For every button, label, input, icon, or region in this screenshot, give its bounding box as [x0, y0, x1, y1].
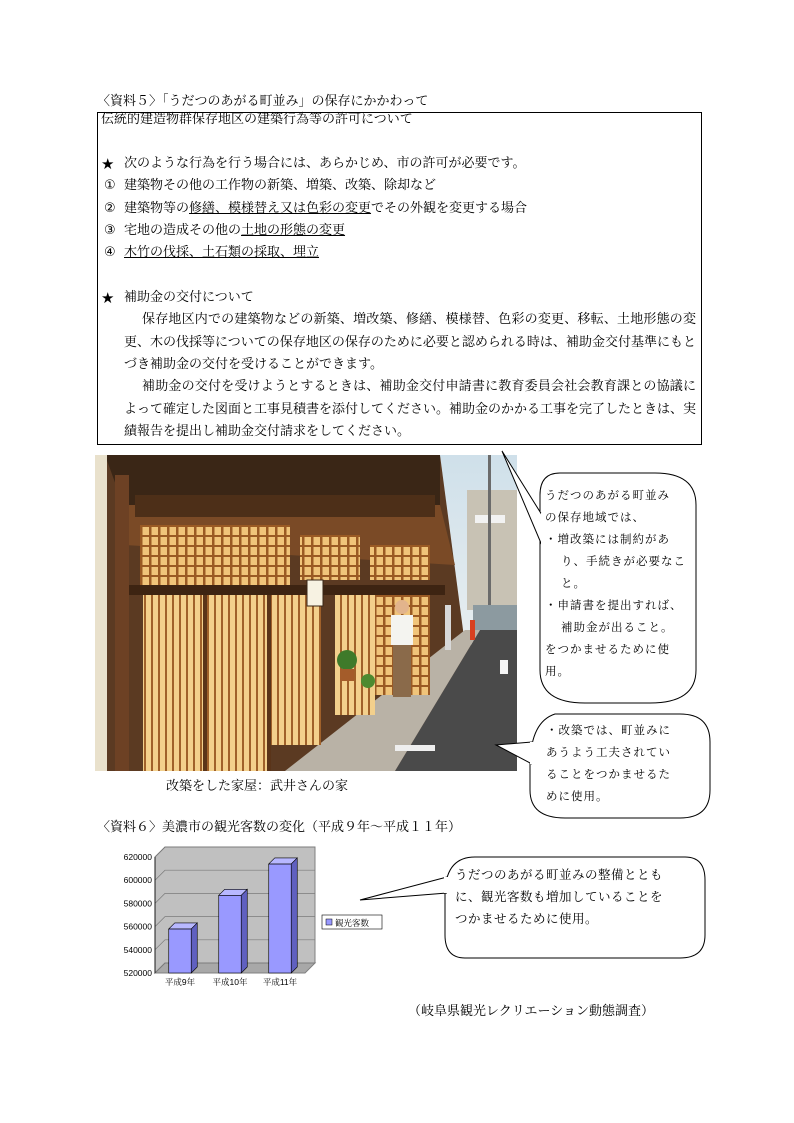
source-note: （岐阜県観光レクリエーション動態調査） [408, 1004, 654, 1019]
bubble-line: うだつのあがる町並みの整備ととも [455, 867, 664, 882]
bar [169, 929, 192, 973]
bubble-line: と。 [561, 576, 586, 590]
bubble-line: 用。 [545, 664, 570, 678]
bubble-line: をつかませるために使 [545, 642, 670, 656]
material6-title: 〈資料６〉美濃市の観光客数の変化（平成９年～平成１１年） [97, 820, 462, 835]
bubble-line: ・改築では、町並みに [546, 723, 671, 737]
photo-caption: 改築をした家屋：武井さんの家 [166, 779, 349, 794]
y-tick-label: 520000 [123, 968, 152, 978]
bubble-line: うだつのあがる町並み [545, 488, 670, 502]
bubble-line: あうよう工夫されてい [546, 745, 671, 759]
bubble-line: の保存地域では、 [545, 510, 645, 524]
permit-item [124, 222, 345, 240]
subsidy-paragraph-2: 補助金の交付を受けようとするときは、補助金交付申請書に教育委員会社会教育課との協議によって確定した図面と工事見積書を添付してください。補助金のかかる工事を完了したときは、実績報告を提出し補助金交付請求をしてください。 [124, 379, 697, 439]
x-tick-label: 平成11年 [262, 977, 298, 987]
legend-swatch [326, 919, 332, 925]
item-text: 建築物等の [124, 201, 190, 216]
star-icon: ★ [101, 155, 115, 173]
box-heading: 伝統的建造物群保存地区の建築行為等の許可について [101, 112, 413, 127]
bubble-line: めに使用。 [546, 789, 609, 803]
item-text-underlined: 修繕、模様替え又は色彩の変更 [189, 201, 372, 216]
bubble-line: に、観光客数も増加していることを [455, 889, 664, 904]
item-text: でその外観を変更する場合 [371, 201, 528, 216]
item-text: 建築物その他の工作物の新築、増築、改築、除却など [124, 178, 437, 193]
permit-lead: 次のような行為を行う場合には、あらかじめ、市の許可が必要です。 [124, 156, 526, 171]
item-number: ③ [104, 223, 116, 238]
permit-item [124, 200, 527, 218]
bar [269, 864, 292, 973]
bubble-line: り、手続きが必要なこ [561, 554, 686, 568]
item-number: ① [104, 178, 116, 193]
y-tick-label: 560000 [123, 921, 152, 932]
item-text: 宅地の造成その他の [124, 223, 242, 238]
star-icon: ★ [101, 289, 115, 307]
x-tick-label: 平成9年 [164, 977, 196, 987]
bar [219, 895, 242, 973]
item-text-underlined: 木竹の伐採、土石類の採取、埋立 [124, 245, 320, 260]
x-tick-label: 平成10年 [212, 977, 248, 987]
bubble-text-1 [545, 484, 686, 682]
item-number: ④ [104, 245, 116, 260]
subsidy-heading: 補助金の交付について [124, 290, 254, 305]
y-tick-label: 580000 [123, 898, 152, 909]
permit-item [124, 177, 436, 195]
bubble-text-3 [455, 864, 663, 930]
bubble-text-2 [546, 719, 671, 807]
item-number: ② [104, 201, 116, 216]
material5-title: 〈資料５〉「うだつのあがる町並み」の保存にかかわって [97, 94, 429, 109]
y-tick-label: 540000 [123, 944, 152, 955]
y-tick-label: 600000 [123, 875, 152, 886]
bubble-line: ・申請書を提出すれば、 [545, 598, 683, 612]
bar-side [241, 889, 247, 973]
item-text-underlined: 土地の形態の変更 [241, 223, 346, 238]
bubble-line: ・増改築には制約があ [545, 532, 670, 546]
bar-side [191, 923, 197, 973]
subsidy-paragraph-1: 保存地区内での建築物などの新築、増改築、修繕、模様替、色彩の変更、移転、土地形態の変更、木の伐採等についての保存地区の保存のために必要と認められる時は、補助金交付基準にもとづき補助金の交付を受けることができます。 [124, 312, 696, 372]
house-photo [95, 455, 517, 771]
bar-side [291, 858, 297, 973]
legend-label: 観光客数 [335, 918, 370, 928]
y-tick-label: 620000 [123, 852, 152, 862]
bubble-line: 補助金が出ること。 [561, 620, 674, 634]
permit-item [124, 244, 319, 262]
bubble-line: つかませるために使用。 [455, 911, 599, 926]
bubble-line: ることをつかませるた [546, 767, 671, 781]
